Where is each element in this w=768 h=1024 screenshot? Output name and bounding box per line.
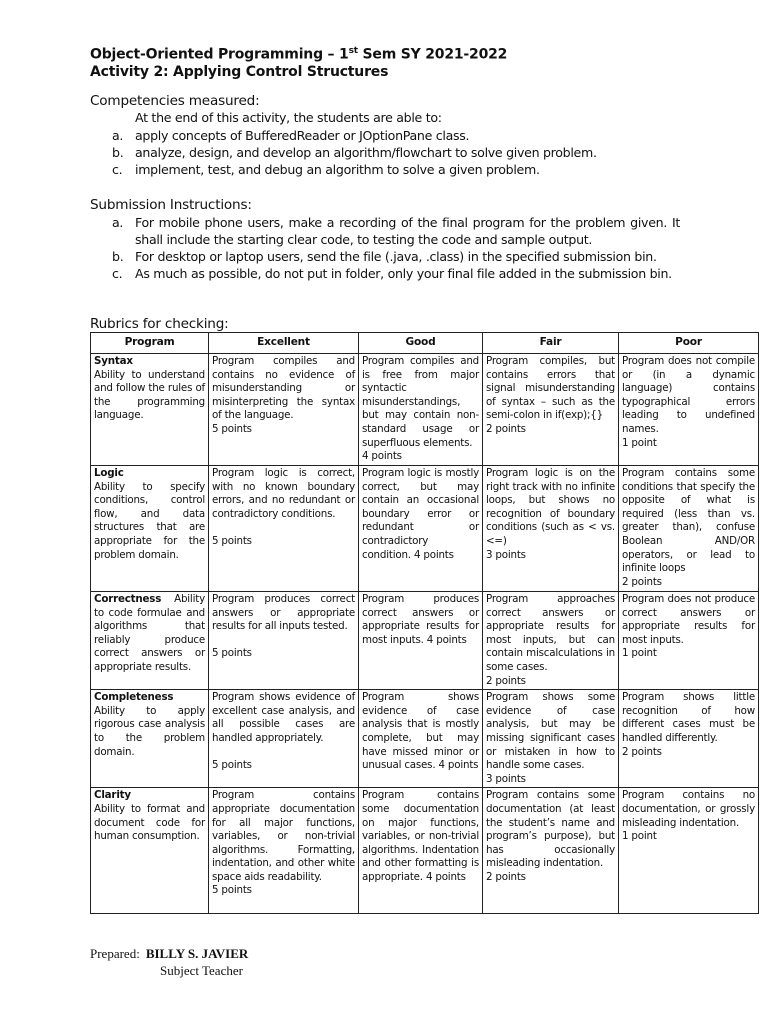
fair-points: 2 points: [486, 674, 526, 687]
criterion-name: Clarity: [94, 789, 131, 802]
spacer: [212, 746, 355, 760]
excellent-description: Program produces correct answers or appropriate results for all inputs tested.: [212, 593, 355, 633]
column-header-poor: Poor: [619, 333, 759, 354]
excellent-cell: [209, 690, 359, 788]
fair-description: Program compiles, but contains errors that signal misunderstanding of syntax – such as the semi-colon in if(exp);{}: [486, 355, 615, 422]
criterion-name: Correctness: [94, 593, 162, 605]
poor-description: Program does not compile or (in a dynamic language) contains typographical errors leading to undefined names.: [622, 355, 755, 435]
poor-points: 1 point: [622, 647, 657, 660]
good-cell: [359, 354, 483, 466]
submission-heading: Submission Instructions:: [90, 197, 252, 213]
fair-description: Program logic is on the right track with no infinite loops, but shows no recognition of boundary conditions (such as < vs. <=): [486, 467, 615, 547]
prepared-label: Prepared:: [90, 946, 140, 961]
rubric-table: [90, 332, 759, 914]
rubrics-heading: Rubrics for checking:: [90, 316, 229, 332]
fair-points: 3 points: [486, 548, 526, 561]
spacer: [212, 521, 355, 535]
list-item: c. As much as possible, do not put in folder, only your final file added in the submission bin.: [112, 266, 672, 281]
course-title: Object-Oriented Programming – 1st Sem SY 2021-2022: [90, 46, 508, 63]
poor-points: 1 point: [622, 436, 657, 449]
criterion-cell: [91, 354, 209, 466]
criterion-name: Completeness: [94, 691, 174, 704]
list-item: a. apply concepts of BufferedReader or JOptionPane class.: [112, 128, 470, 143]
excellent-cell: [209, 592, 359, 690]
excellent-description: Program logic is correct, with no known boundary errors, and no redundant or contradictory conditions.: [212, 467, 355, 520]
excellent-cell: [209, 466, 359, 592]
teacher-role: Subject Teacher: [160, 963, 243, 978]
poor-points: 2 points: [622, 745, 662, 758]
table-header-row: [91, 333, 759, 354]
criterion-name: Logic: [94, 467, 124, 479]
good-cell: [359, 788, 483, 914]
poor-cell: [619, 466, 759, 592]
list-item: b. analyze, design, and develop an algorithm/flowchart to solve given problem.: [112, 145, 597, 160]
prepared-by: [90, 946, 248, 962]
competencies-list: [90, 127, 680, 178]
fair-cell: [483, 690, 619, 788]
fair-points: 3 points: [486, 772, 526, 785]
excellent-description: Program contains appropriate documentation for all major functions, variables, or non-trivial algorithms. Formatting, indentation, and other white space aids readability.: [212, 789, 355, 883]
table-row: [91, 354, 759, 466]
list-item: a. For mobile phone users, make a recording of the final program for the problem given. It shall include the starting clear code, to testing the code and sample output.: [112, 215, 680, 247]
poor-description: Program shows little recognition of how different cases must be handled differently.: [622, 691, 755, 744]
column-header-program: Program: [91, 333, 209, 354]
poor-cell: [619, 354, 759, 466]
excellent-cell: [209, 788, 359, 914]
poor-cell: [619, 592, 759, 690]
spacer: [212, 634, 355, 648]
criterion-description: Ability to apply rigorous case analysis to the problem domain.: [94, 704, 205, 758]
poor-description: Program contains some conditions that specify the opposite of what is required (less than vs. greater than), confuse Boolean AND/OR operators, or lead to infinite loops: [622, 467, 755, 575]
table-row: [91, 466, 759, 592]
good-points: 4 points: [362, 450, 402, 463]
submission-list: [90, 214, 680, 282]
poor-cell: [619, 690, 759, 788]
good-description: Program compiles and is free from major syntactic misunderstandings, but may contain non-standard usage or superfluous elements.: [362, 355, 479, 449]
table-row: [91, 690, 759, 788]
excellent-points: 5 points: [212, 422, 252, 435]
table-row: [91, 592, 759, 690]
fair-description: Program shows some evidence of case analysis, but may be missing significant cases or mistaken in how to handle some cases.: [486, 691, 615, 772]
poor-points: 2 points: [622, 575, 662, 588]
excellent-description: Program shows evidence of excellent case analysis, and all possible cases are handled appropriately.: [212, 691, 355, 744]
fair-description: Program contains some documentation (at least the student’s name and program’s purpose), but has occasionally misleading indentation.: [486, 789, 615, 870]
list-item: b. For desktop or laptop users, send the file (.java, .class) in the specified submission bin.: [112, 249, 657, 264]
excellent-points: 5 points: [212, 534, 252, 547]
excellent-points: 5 points: [212, 884, 252, 897]
poor-description: Program contains no documentation, or grossly misleading indentation.: [622, 789, 755, 829]
column-header-fair: Fair: [483, 333, 619, 354]
good-cell: [359, 466, 483, 592]
criterion-cell: [91, 466, 209, 592]
criterion-description: Ability to format and document code for human consumption.: [94, 802, 205, 843]
column-header-good: Good: [359, 333, 483, 354]
good-description: Program logic is mostly correct, but may contain an occasional boundary error or redundant or contradictory condition. 4 points: [362, 467, 479, 561]
criterion-description: Ability to specify conditions, control flow, and data structures that are appropriate for the problem domain.: [94, 480, 205, 561]
fair-points: 2 points: [486, 870, 526, 883]
teacher-name: BILLY S. JAVIER: [145, 946, 249, 961]
excellent-cell: [209, 354, 359, 466]
fair-cell: [483, 592, 619, 690]
excellent-points: 5 points: [212, 647, 252, 660]
poor-cell: [619, 788, 759, 914]
good-cell: [359, 690, 483, 788]
good-description: Program contains some documentation on major functions, variables, or non-trivial algorithms. Indentation and other formatting is appropriate. 4 points: [362, 789, 479, 883]
table-row: [91, 788, 759, 914]
criterion-cell: [91, 592, 209, 690]
fair-points: 2 points: [486, 422, 526, 435]
excellent-description: Program compiles and contains no evidence of misunderstanding or misinterpreting the syntax of the language.: [212, 355, 355, 422]
fair-cell: [483, 788, 619, 914]
poor-points: 1 point: [622, 830, 657, 843]
good-cell: [359, 592, 483, 690]
criterion-name: Syntax: [94, 355, 133, 367]
column-header-excellent: Excellent: [209, 333, 359, 354]
fair-description: Program approaches correct answers or appropriate results for most inputs, but can contain miscalculations in some cases.: [486, 593, 615, 673]
poor-description: Program does not produce correct answers or appropriate results for most inputs.: [622, 593, 755, 646]
excellent-points: 5 points: [212, 759, 252, 772]
fair-cell: [483, 354, 619, 466]
criterion-description: Ability to code formulae and algorithms that reliably produce correct answers or appropriate results.: [94, 593, 205, 673]
criterion-description: Ability to understand and follow the rules of the programming language.: [94, 368, 205, 422]
criterion-cell: [91, 690, 209, 788]
activity-title: Activity 2: Applying Control Structures: [90, 64, 389, 80]
criterion-cell: [91, 788, 209, 914]
good-description: Program shows evidence of case analysis that is mostly complete, but may have missed minor or unusual cases. 4 points: [362, 691, 479, 772]
list-item: c. implement, test, and debug an algorithm to solve a given problem.: [112, 162, 540, 177]
fair-cell: [483, 466, 619, 592]
competencies-heading: Competencies measured:: [90, 93, 260, 109]
good-description: Program produces correct answers or appropriate results for most inputs. 4 points: [362, 593, 479, 646]
competencies-intro: At the end of this activity, the students are able to:: [135, 110, 442, 125]
